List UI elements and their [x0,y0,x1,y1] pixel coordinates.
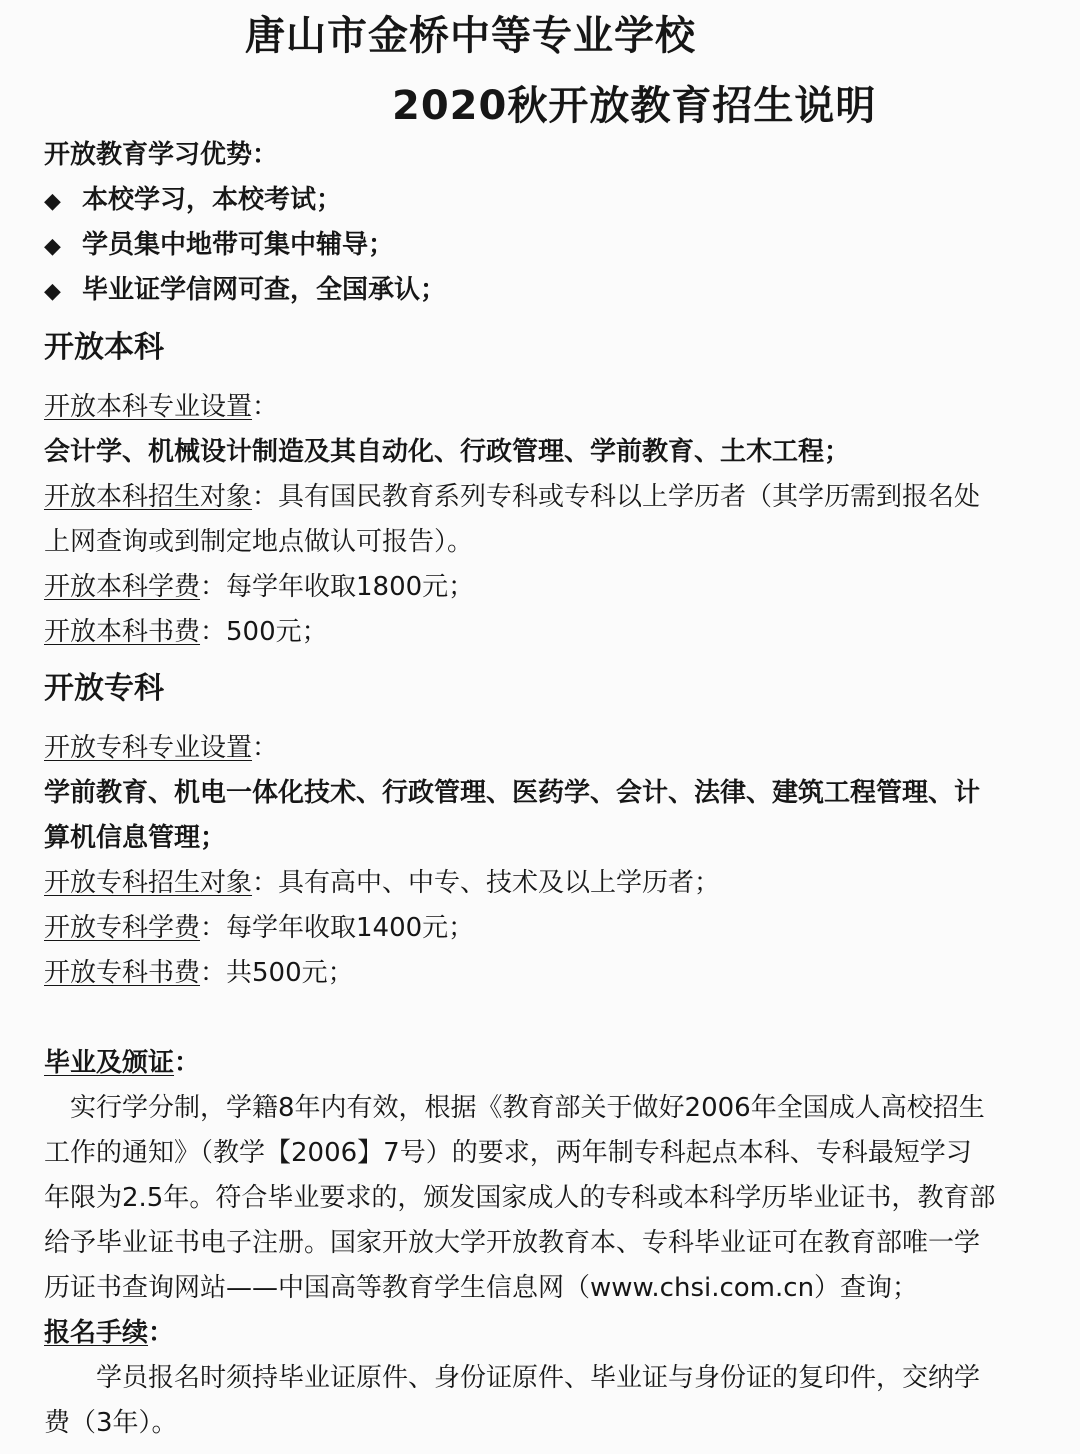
advantage-item-1 [44,182,342,220]
college-majors-line-1: 学前教育、机电一体化技术、行政管理、医药学、会计、法律、建筑工程管理、计 [44,778,981,808]
graduation-line-1: 实行学分制，学籍8年内有效，根据《教育部关于做好2006年全国成人高校招生 [70,1093,985,1123]
diamond-bullet-icon: ◆ [44,189,61,214]
registration-line-2: 费（3年）。 [44,1408,178,1438]
field-label: 开放本科学费 [44,572,201,602]
field-label: 开放本科招生对象 [44,482,253,512]
registration-line-1: 学员报名时须持毕业证原件、身份证原件、毕业证与身份证的复印件，交纳学 [96,1363,981,1393]
field-label: 开放本科专业设置 [44,392,253,422]
field-value: ：500元； [200,617,328,647]
field-value: ：每学年收取1400元； [200,913,475,943]
field-label: 开放专科招生对象 [44,868,253,898]
graduation-heading: 毕业及颁证 [44,1048,175,1078]
field-value: ：具有国民教育系列专科或专科以上学历者（其学历需到报名处 [252,482,981,512]
field-value: ：共500元； [200,958,354,988]
field-label: 开放专科专业设置 [44,733,253,763]
field-value: ：具有高中、中专、技术及以上学历者； [252,868,721,898]
graduation-line-5: 历证书查询网站——中国高等教育学生信息网（www.chsi.com.cn）查询； [44,1273,919,1303]
field-label: 开放专科书费 [44,958,201,988]
title-line-2: 2020秋开放教育招生说明 [392,83,877,129]
advantage-item-2 [44,227,394,265]
undergrad-majors: 会计学、机械设计制造及其自动化、行政管理、学前教育、土木工程； [44,437,851,467]
college-heading: 开放专科 [44,671,164,706]
undergrad-majors-row [44,389,278,425]
college-majors-line-2: 算机信息管理； [44,823,227,853]
diamond-bullet-icon: ◆ [44,279,61,304]
graduation-heading-row [44,1045,200,1081]
undergrad-tuition-row [44,569,474,605]
undergrad-target-row [44,479,980,515]
college-majors-row [44,730,278,766]
graduation-line-3: 年限为2.5年。符合毕业要求的，颁发国家成人的专科或本科学历毕业证书，教育部 [44,1183,996,1213]
field-label: 开放专科学费 [44,913,201,943]
undergrad-target-cont: 上网查询或到制定地点做认可报告）。 [44,527,474,557]
college-books-row [44,955,354,991]
advantage-text: 学员集中地带可集中辅导； [82,230,395,260]
colon: ： [174,1048,201,1078]
college-target-row [44,865,720,901]
advantage-text: 毕业证学信网可查，全国承认； [82,275,447,305]
field-label: 开放本科书费 [44,617,201,647]
colon: ： [252,392,279,422]
graduation-line-2: 工作的通知》（教学【2006】7号）的要求，两年制专科起点本科、专科最短学习 [44,1138,972,1168]
title-line-1: 唐山市金桥中等专业学校 [245,13,696,59]
advantage-text: 本校学习，本校考试； [82,185,343,215]
advantage-item-3 [44,272,446,310]
college-tuition-row [44,910,474,946]
registration-heading-row [44,1315,174,1351]
registration-heading: 报名手续 [44,1318,149,1348]
field-value: ：每学年收取1800元； [200,572,475,602]
undergrad-books-row [44,614,328,650]
undergrad-heading: 开放本科 [44,330,164,365]
colon: ： [148,1318,175,1348]
colon: ： [252,733,279,763]
diamond-bullet-icon: ◆ [44,234,61,259]
graduation-line-4: 给予毕业证书电子注册。国家开放大学开放教育本、专科毕业证可在教育部唯一学 [44,1228,981,1258]
advantages-heading: 开放教育学习优势： [44,140,279,170]
